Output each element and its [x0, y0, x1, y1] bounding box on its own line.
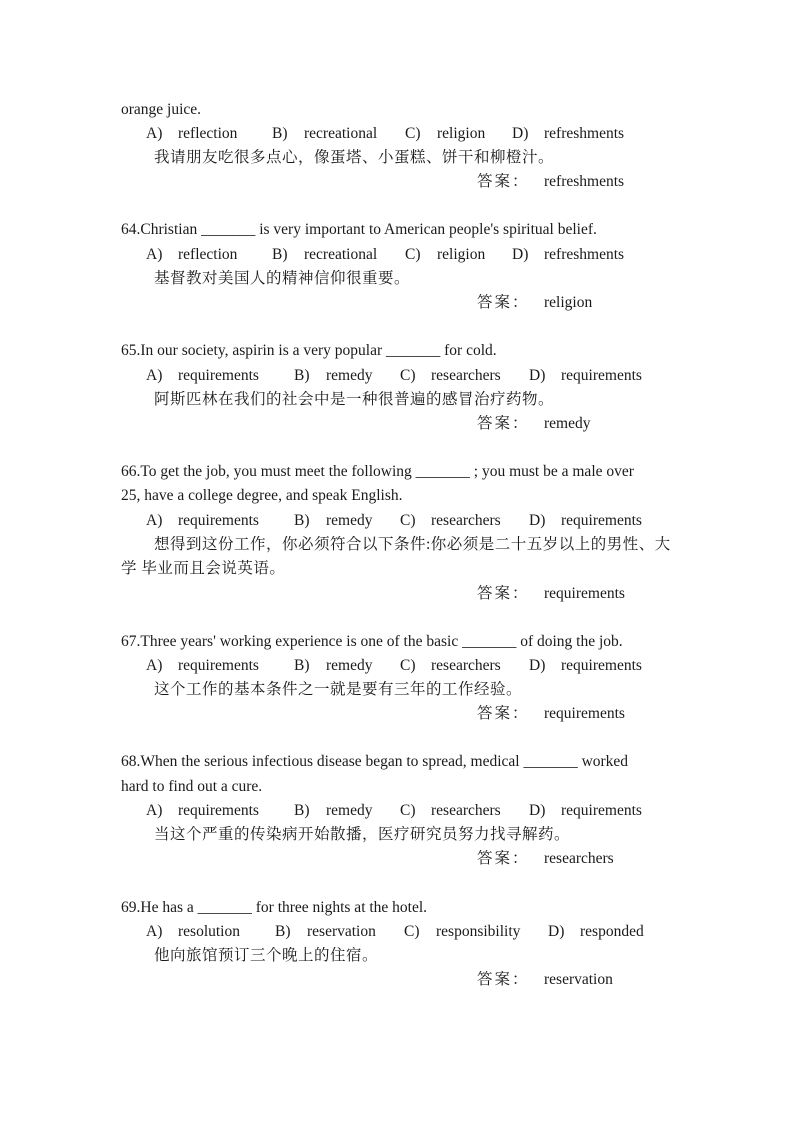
option-d-text: requirements [561, 367, 642, 384]
option-c-text: religion [437, 246, 486, 263]
option-a-letter: A) [146, 367, 163, 384]
question-66-text-cont: 25, have a college degree, and speak English. [121, 487, 403, 504]
answer-value: researchers [544, 850, 614, 867]
option-a-text: requirements [178, 367, 259, 384]
option-b-letter: B) [272, 125, 288, 142]
option-b-text: recreational [304, 246, 378, 263]
option-c-letter: C) [400, 657, 416, 674]
option-d-letter: D) [512, 246, 529, 263]
option-d-letter: D) [529, 367, 546, 384]
option-d-letter: D) [529, 512, 546, 529]
option-d-text: responded [580, 923, 644, 940]
option-b-text: recreational [304, 125, 378, 142]
option-c-letter: C) [400, 802, 416, 819]
question-64-text: 64.Christian _______ is very important to American people's spiritual belief. [121, 221, 597, 238]
answer-label: 答案： [477, 850, 530, 867]
question-66-translation-cont: 学 毕业而且会说英语。 [121, 560, 286, 577]
answer-value: reservation [544, 971, 613, 988]
option-d-text: refreshments [544, 125, 625, 142]
option-b-text: remedy [326, 367, 373, 384]
option-c-letter: C) [405, 246, 421, 263]
answer-value: requirements [544, 705, 625, 722]
answer-value: refreshments [544, 173, 625, 190]
answer-label: 答案： [477, 971, 530, 988]
option-c-text: researchers [431, 367, 501, 384]
question-67-translation: 这个工作的基本条件之一就是要有三年的工作经验。 [154, 681, 523, 698]
option-b-letter: B) [275, 923, 291, 940]
option-a-letter: A) [146, 125, 163, 142]
question-67-text: 67.Three years' working experience is one of the basic _______ of doing the job. [121, 633, 623, 650]
option-a-letter: A) [146, 246, 163, 263]
question-68-translation: 当这个严重的传染病开始散播，医疗研究员努力找寻解药。 [154, 826, 571, 843]
question-65-text: 65.In our society, aspirin is a very popular _______ for cold. [121, 342, 497, 359]
option-c-text: responsibility [436, 923, 521, 940]
option-c-letter: C) [400, 512, 416, 529]
question-65-translation: 阿斯匹林在我们的社会中是一种很普遍的感冒治疗药物。 [154, 391, 555, 408]
answer-label: 答案： [477, 415, 530, 432]
option-c-text: researchers [431, 657, 501, 674]
option-b-text: remedy [326, 802, 373, 819]
option-d-letter: D) [512, 125, 529, 142]
option-d-text: refreshments [544, 246, 625, 263]
option-a-letter: A) [146, 657, 163, 674]
option-a-text: resolution [178, 923, 240, 940]
option-b-text: remedy [326, 657, 373, 674]
question-66-translation: 想得到这份工作，你必须符合以下条件:你必须是二十五岁以上的男性、大 [154, 536, 671, 553]
option-b-letter: B) [294, 802, 310, 819]
option-d-text: requirements [561, 657, 642, 674]
option-a-text: requirements [178, 657, 259, 674]
option-b-letter: B) [294, 367, 310, 384]
option-a-letter: A) [146, 923, 163, 940]
option-c-letter: C) [405, 125, 421, 142]
option-d-text: requirements [561, 512, 642, 529]
option-c-text: researchers [431, 512, 501, 529]
question-64-translation: 基督教对美国人的精神信仰很重要。 [154, 270, 411, 287]
option-b-letter: B) [294, 657, 310, 674]
question-69-text: 69.He has a _______ for three nights at the hotel. [121, 899, 428, 916]
answer-value: remedy [544, 415, 591, 432]
option-d-letter: D) [529, 657, 546, 674]
answer-label: 答案： [477, 705, 530, 722]
option-b-text: reservation [307, 923, 376, 940]
question-69-translation: 他向旅馆预订三个晚上的住宿。 [154, 947, 379, 964]
option-a-letter: A) [146, 802, 163, 819]
option-d-letter: D) [548, 923, 565, 940]
option-a-text: requirements [178, 802, 259, 819]
answer-label: 答案： [477, 585, 530, 602]
option-c-letter: C) [404, 923, 420, 940]
answer-value: requirements [544, 585, 625, 602]
answer-label: 答案： [477, 173, 530, 190]
option-b-text: remedy [326, 512, 373, 529]
intro-translation: 我请朋友吃很多点心，像蛋塔、小蛋糕、饼干和柳橙汁。 [154, 149, 555, 166]
option-c-text: religion [437, 125, 486, 142]
option-a-text: reflection [178, 246, 238, 263]
option-b-letter: B) [272, 246, 288, 263]
option-d-letter: D) [529, 802, 546, 819]
question-66-text: 66.To get the job, you must meet the following _______ ; you must be a male over [121, 463, 634, 480]
option-c-text: researchers [431, 802, 501, 819]
answer-label: 答案： [477, 294, 530, 311]
question-68-text: 68.When the serious infectious disease began to spread, medical _______ worked [121, 753, 629, 770]
option-b-letter: B) [294, 512, 310, 529]
option-a-text: requirements [178, 512, 259, 529]
option-a-text: reflection [178, 125, 238, 142]
option-c-letter: C) [400, 367, 416, 384]
option-a-letter: A) [146, 512, 163, 529]
option-d-text: requirements [561, 802, 642, 819]
answer-value: religion [544, 294, 593, 311]
intro-fragment: orange juice. [121, 101, 202, 118]
question-68-text-cont: hard to find out a cure. [121, 778, 263, 795]
